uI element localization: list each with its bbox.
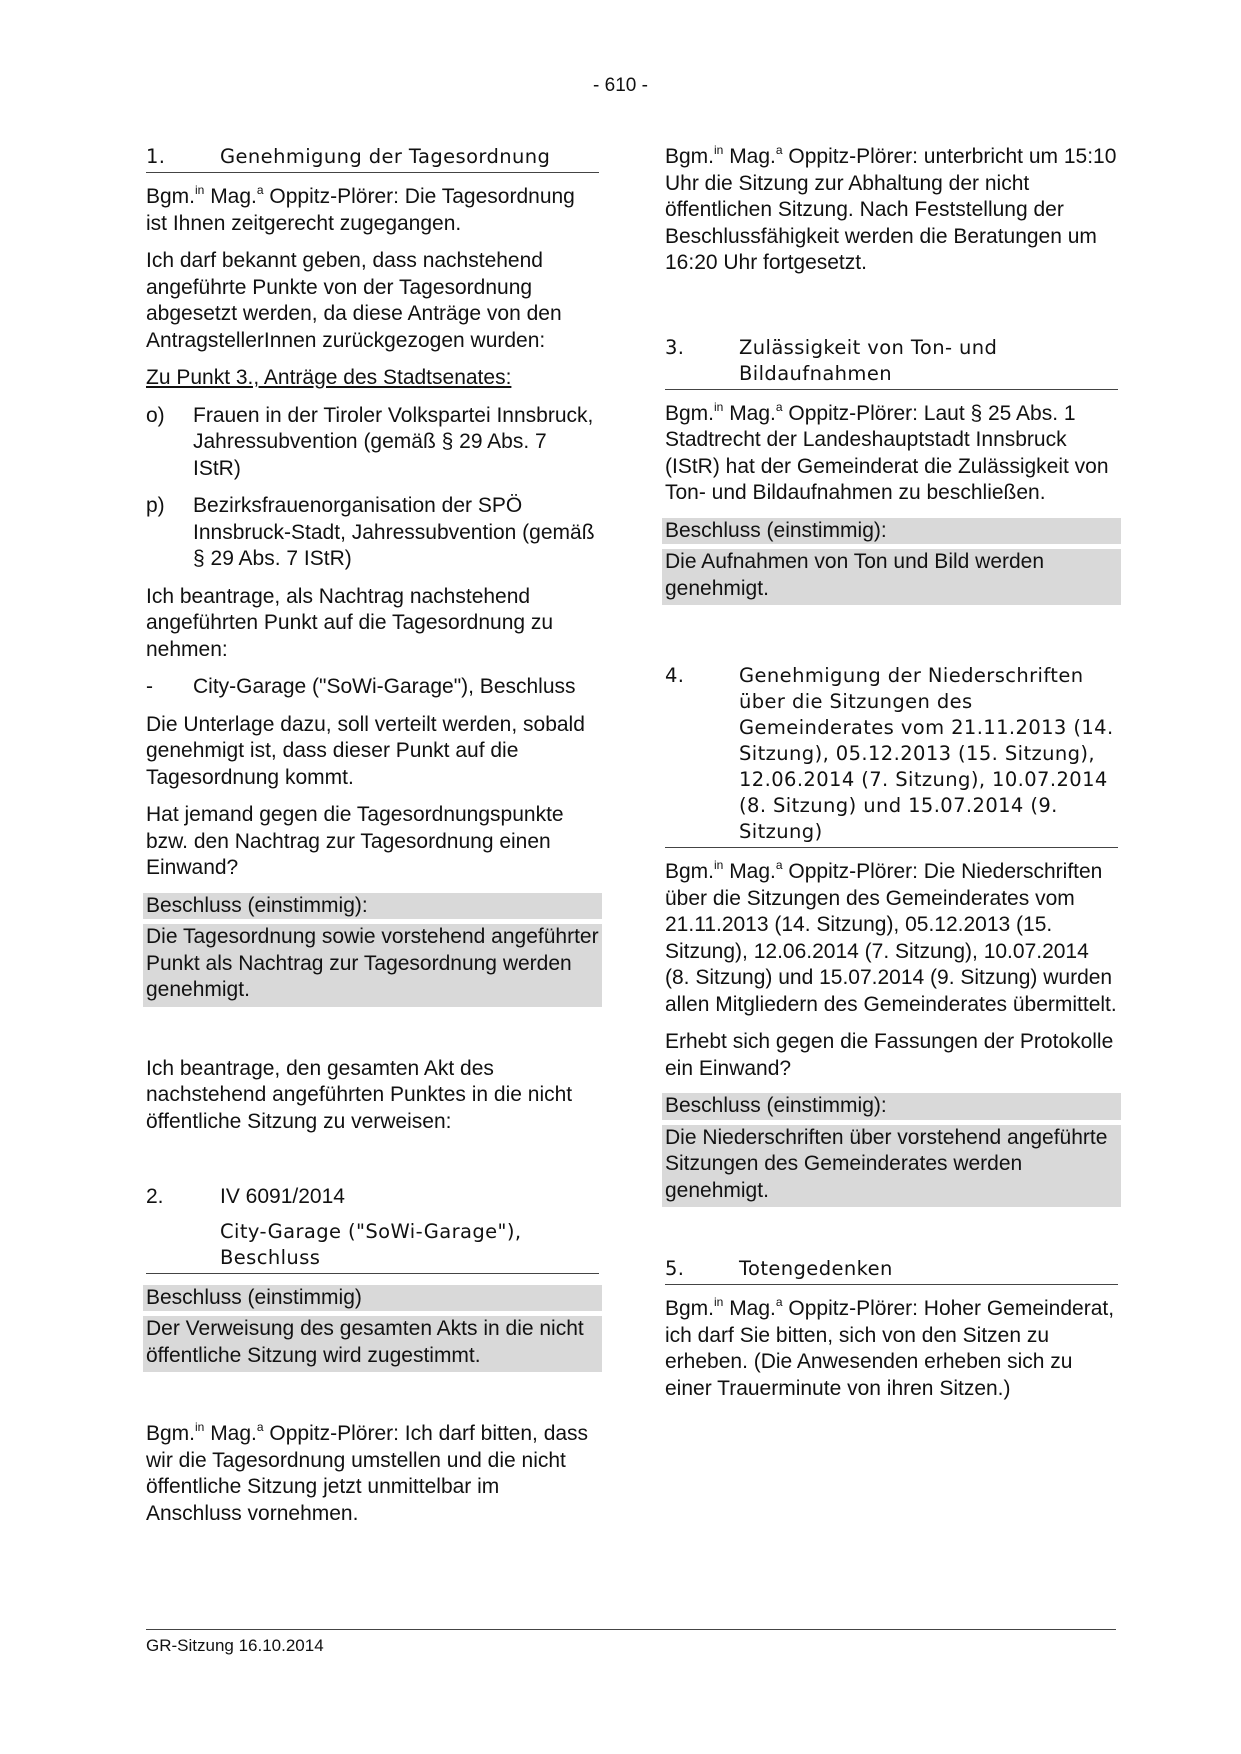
speaker-name: Bgm.$^{in}$ Mag.$^a$ Oppitz-Plörer: [665, 399, 918, 425]
section-number: 4. [665, 664, 685, 687]
section-number: 3. [665, 335, 685, 359]
speaker-paragraph: Bgm.$^{in}$ Mag.$^a$ Oppitz-Plörer: Laut § 25 Abs. 1 Stadtrecht der Landeshauptstadt Innsbruck (IStR) hat der Gemeinderat die Zulässigkeit von Ton- und Bildaufnahmen zu beschließen. [665, 399, 1109, 504]
speaker-name: Bgm.$^{in}$ Mag.$^a$ Oppitz-Plörer: [665, 143, 918, 168]
left-column [146, 144, 599, 1538]
resolution-text: Die Niederschriften über vorstehend angeführte Sitzungen des Gemeinderates werden genehmigt. [662, 1125, 1121, 1208]
section-title: Genehmigung der Tagesordnung [220, 145, 551, 168]
section-5-heading [665, 1256, 1118, 1285]
resolution-text: Die Aufnahmen von Ton und Bild werden genehmigt. [662, 549, 1121, 605]
section-2-title: City-Garage ("SoWi-Garage"), Beschluss [146, 1219, 599, 1274]
resolution-label: Beschluss (einstimmig) [143, 1285, 602, 1312]
speaker-name: Bgm.$^{in}$ Mag.$^a$ Oppitz-Plörer: [146, 183, 399, 208]
section-4-heading [665, 663, 1118, 848]
section-2-number-row [146, 1184, 599, 1211]
paragraph: Hat jemand gegen die Tagesordnungspunkte bzw. den Nachtrag zur Tagesordnung einen Einwand? [146, 803, 564, 879]
section-3-heading [665, 335, 1118, 390]
section-title: Zulässigkeit von Ton- und Bildaufnahmen [739, 335, 998, 385]
speaker-paragraph: Bgm.$^{in}$ Mag.$^a$ Oppitz-Plörer: Die Tagesordnung ist Ihnen zeitgerecht zugegangen. [146, 183, 575, 235]
speaker-name: Bgm.$^{in}$ Mag.$^a$ Oppitz-Plörer: [665, 1295, 918, 1320]
speaker-paragraph: Bgm.$^{in}$ Mag.$^a$ Oppitz-Plörer: Die Niederschriften über die Sitzungen des Gemeinderates vom 21.11.2013 (14. Sitzung), 05.12.2013 (15. Sitzung), 12.06.2014 (7. Sitzung), 10.07.2014 (8. Sitzung) und 15.07.2014 (9. Sitzung) wurden allen Mitgliedern des Gemeinderates übermittelt. [665, 858, 1117, 1016]
paragraph: Erhebt sich gegen die Fassungen der Protokolle ein Einwand? [665, 1030, 1114, 1080]
list-item: - City-Garage ("SoWi-Garage"), Beschluss [146, 675, 576, 698]
section-number: 5. [665, 1257, 685, 1280]
list-item: p) Bezirksfrauenorganisation der SPÖ Innsbruck-Stadt, Jahressubvention (gemäß § 29 Abs. 7 IStR) [146, 494, 595, 570]
section-title: Genehmigung der Niederschriften über die Sitzungen des Gemeinderates vom 21.11.2013 (14. Sitzung), 05.12.2013 (15. Sitzung), 12.06.2014 (7. Sitzung), 10.07.2014 (8. Sitzung) und 15.07.2014 (9. Sitzung) [739, 664, 1114, 843]
right-column [665, 144, 1118, 1413]
speaker-name: Bgm.$^{in}$ Mag.$^a$ Oppitz-Plörer: [146, 1420, 399, 1445]
section-number: 1. [146, 145, 166, 168]
paragraph: Ich beantrage, den gesamten Akt des nachstehend angeführten Punktes in die nicht öffentliche Sitzung zu verweisen: [146, 1056, 573, 1133]
page-number: - 610 - [593, 75, 648, 96]
speaker-paragraph: Bgm.$^{in}$ Mag.$^a$ Oppitz-Plörer: Hoher Gemeinderat, ich darf Sie bitten, sich von den Sitzen zu erheben. (Die Anwesenden erheben sich zu einer Trauerminute von ihren Sitzen.) [665, 1295, 1115, 1400]
paragraph: Die Unterlage dazu, soll verteilt werden, sobald genehmigt ist, dass dieser Punkt auf die Tagesordnung kommt. [146, 712, 585, 789]
section-title: Totengedenken [739, 1257, 893, 1280]
speaker-paragraph: Bgm.$^{in}$ Mag.$^a$ Oppitz-Plörer: unterbricht um 15:10 Uhr die Sitzung zur Abhaltung der nicht öffentlichen Sitzung. Nach Feststellung der Beschlussfähigkeit werden die Beratungen um 16:20 Uhr fortgesetzt. [665, 143, 1117, 274]
section-number: 2. [146, 1185, 164, 1208]
resolution-text: Die Tagesordnung sowie vorstehend angeführter Punkt als Nachtrag zur Tagesordnung werden genehmigt. [143, 924, 602, 1007]
resolution-label: Beschluss (einstimmig): [662, 518, 1121, 545]
section-reference: IV 6091/2014 [220, 1185, 345, 1208]
list-item: o) Frauen in der Tiroler Volkspartei Innsbruck, Jahressubvention (gemäß § 29 Abs. 7 IStR) [146, 403, 594, 480]
section-1-heading [146, 144, 599, 173]
paragraph: Ich beantrage, als Nachtrag nachstehend angeführten Punkt auf die Tagesordnung zu nehmen: [146, 584, 554, 661]
resolution-label: Beschluss (einstimmig): [662, 1093, 1121, 1120]
subheading: Zu Punkt 3., Anträge des Stadtsenates: [146, 366, 512, 389]
footer: GR-Sitzung 16.10.2014 [146, 1629, 1116, 1660]
resolution-text: Der Verweisung des gesamten Akts in die nicht öffentliche Sitzung wird zugestimmt. [143, 1316, 602, 1372]
speaker-paragraph: Bgm.$^{in}$ Mag.$^a$ Oppitz-Plörer: Ich darf bitten, dass wir die Tagesordnung umstellen und die nicht öffentliche Sitzung jetzt unmittelbar im Anschluss vornehmen. [146, 1420, 589, 1525]
paragraph: Ich darf bekannt geben, dass nachstehend angeführte Punkte von der Tagesordnung abgesetzt werden, da diese Anträge von den AntragstellerInnen zurückgezogen wurden: [146, 249, 562, 352]
resolution-label: Beschluss (einstimmig): [143, 893, 602, 920]
speaker-name: Bgm.$^{in}$ Mag.$^a$ Oppitz-Plörer: [665, 858, 918, 883]
